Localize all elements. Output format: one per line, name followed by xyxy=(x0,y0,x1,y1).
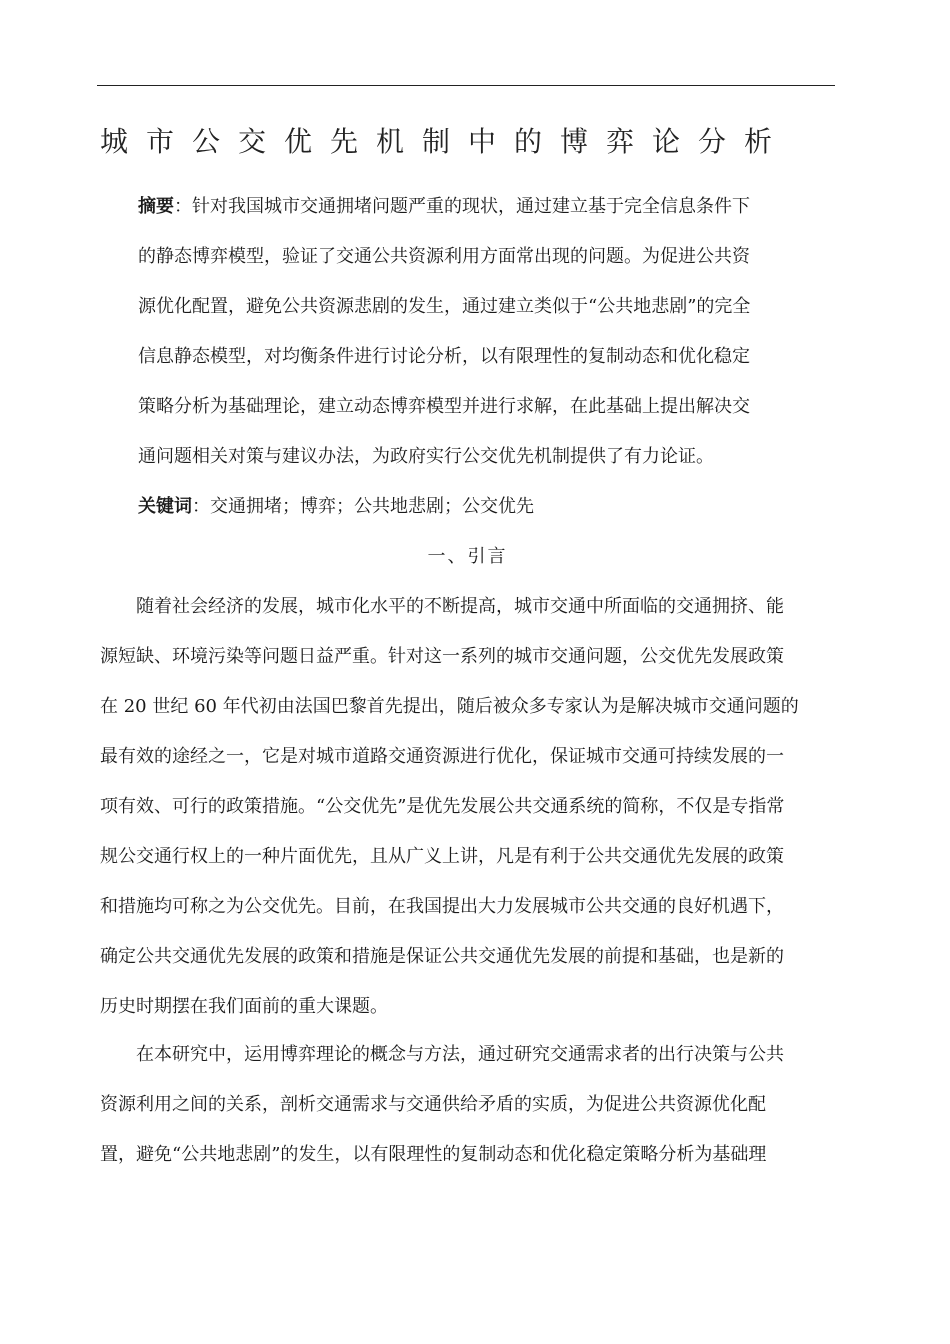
abstract-line: 源优化配置，避免公共资源悲剧的发生，通过建立类似于“公共地悲剧”的完全 xyxy=(138,296,751,317)
paragraph-line: 在 20 世纪 60 年代初由法国巴黎首先提出，随后被众多专家认为是解决城市交通问题的 xyxy=(100,696,799,717)
abstract-block xyxy=(138,182,798,482)
paragraph-line: 最有效的途经之一，它是对城市道路交通资源进行优化，保证城市交通可持续发展的一 xyxy=(100,746,784,767)
abstract-label: 摘要 xyxy=(138,196,174,217)
keywords-text: ：交通拥堵；博弈；公共地悲剧；公交优先 xyxy=(192,496,534,517)
abstract-text: ：针对我国城市交通拥堵问题严重的现状，通过建立基于完全信息条件下 xyxy=(174,196,750,217)
abstract-line: 通问题相关对策与建议办法，为政府实行公交优先机制提供了有力论证。 xyxy=(138,446,714,467)
paper-title: 城市公交优先机制中的博弈论分析 xyxy=(100,125,791,158)
abstract-line xyxy=(138,182,798,232)
header-rule xyxy=(97,85,835,86)
abstract-line: 信息静态模型，对均衡条件进行讨论分析，以有限理性的复制动态和优化稳定 xyxy=(138,346,750,367)
body-paragraph-2 xyxy=(100,1030,840,1180)
paragraph-line: 随着社会经济的发展，城市化水平的不断提高，城市交通中所面临的交通拥挤、能 xyxy=(100,596,784,617)
paragraph-line: 资源利用之间的关系，剖析交通需求与交通供给矛盾的实质，为促进公共资源优化配 xyxy=(100,1094,766,1115)
paragraph-line: 在本研究中，运用博弈理论的概念与方法，通过研究交通需求者的出行决策与公共 xyxy=(100,1044,784,1065)
section-heading: 一、引言 xyxy=(427,546,508,567)
paragraph-line: 历史时期摆在我们面前的重大课题。 xyxy=(100,996,388,1017)
keywords-label: 关键词 xyxy=(138,496,192,517)
body-paragraph-1 xyxy=(100,582,840,1032)
paragraph-line: 确定公共交通优先发展的政策和措施是保证公共交通优先发展的前提和基础，也是新的 xyxy=(100,946,784,967)
keywords-line xyxy=(138,482,798,532)
paragraph-line: 和措施均可称之为公交优先。目前，在我国提出大力发展城市公共交通的良好机遇下， xyxy=(100,896,784,917)
paragraph-line: 置，避免“公共地悲剧”的发生，以有限理性的复制动态和优化稳定策略分析为基础理 xyxy=(100,1144,767,1165)
paragraph-line: 规公交通行权上的一种片面优先，且从广义上讲，凡是有利于公共交通优先发展的政策 xyxy=(100,846,784,867)
abstract-line: 策略分析为基础理论，建立动态博弈模型并进行求解，在此基础上提出解决交 xyxy=(138,396,750,417)
paragraph-line: 源短缺、环境污染等问题日益严重。针对这一系列的城市交通问题，公交优先发展政策 xyxy=(100,646,784,667)
abstract-line: 的静态博弈模型，验证了交通公共资源利用方面常出现的问题。为促进公共资 xyxy=(138,246,750,267)
paragraph-line: 项有效、可行的政策措施。“公交优先”是优先发展公共交通系统的简称，不仅是专指常 xyxy=(100,796,785,817)
